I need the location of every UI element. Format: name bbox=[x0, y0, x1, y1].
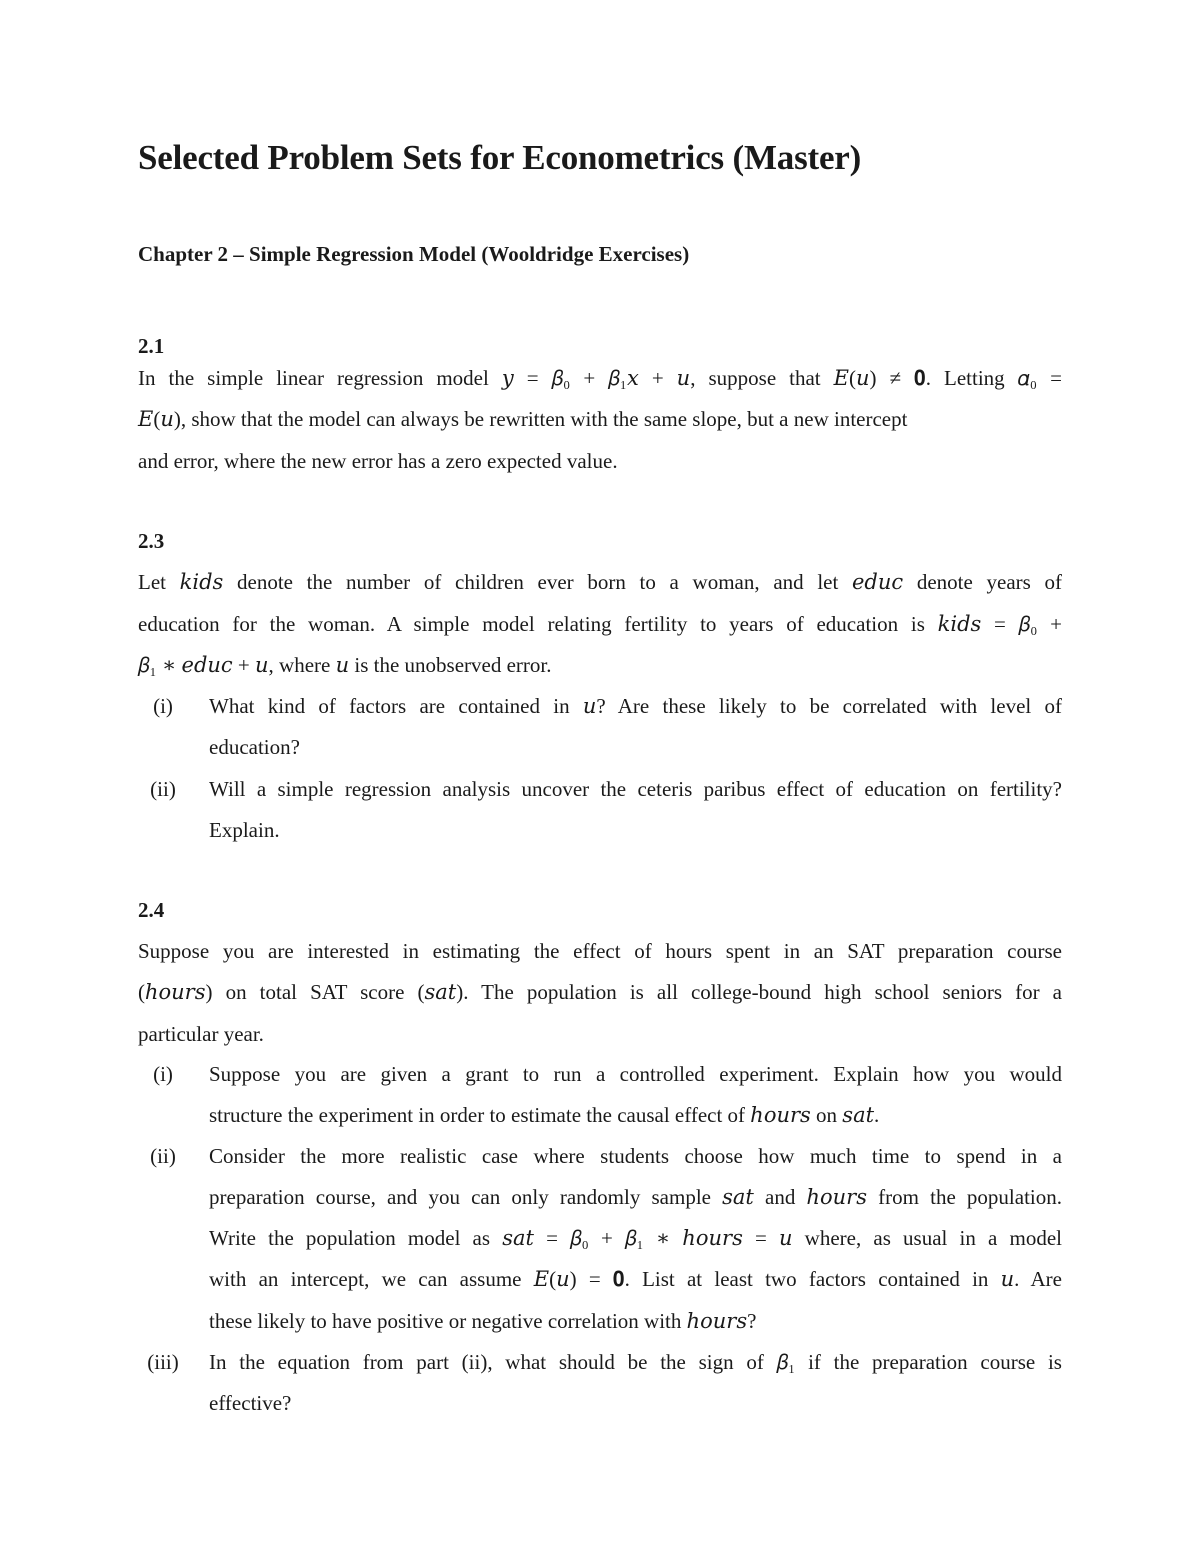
problem-text-line: particular year. bbox=[138, 1022, 264, 1046]
problem-text-line: Suppose you are interested in estimating the effect of hours spent in an SAT preparation course bbox=[138, 939, 1062, 963]
part-text-line: structure the experiment in order to estimate the causal effect of ℎ𝑜𝑢𝑟𝑠 on 𝑠𝑎𝑡. bbox=[209, 1103, 880, 1127]
part-text-line: education? bbox=[209, 735, 300, 759]
part-text-line: Will a simple regression analysis uncover the ceteris paribus effect of education on fertility? bbox=[209, 777, 1062, 801]
part-label: (ii) bbox=[150, 777, 176, 801]
part-text-line: with an intercept, we can assume 𝐸(𝑢) = 𝟎. List at least two factors contained in 𝑢. Are bbox=[209, 1267, 1062, 1291]
part-text-line: Consider the more realistic case where students choose how much time to spend in a bbox=[209, 1144, 1062, 1168]
problem-text-line: Let 𝑘𝑖𝑑𝑠 denote the number of children ever born to a woman, and let 𝑒𝑑𝑢𝑐 denote years of bbox=[138, 570, 1062, 594]
problem-number: 2.4 bbox=[138, 898, 165, 922]
problem-text-line: (ℎ𝑜𝑢𝑟𝑠) on total SAT score (𝑠𝑎𝑡). The population is all college-bound high school seniors for a bbox=[138, 980, 1062, 1004]
problem-text-line: 𝐸(𝑢), show that the model can always be rewritten with the same slope, but a new intercept bbox=[138, 407, 908, 431]
problem-text-line: In the simple linear regression model 𝑦 = 𝛽₀ + 𝛽₁𝑥 + 𝑢, suppose that 𝐸(𝑢) ≠ 𝟎. Letting 𝛼₀ = bbox=[138, 366, 1062, 390]
part-text-line: In the equation from part (ii), what should be the sign of 𝛽₁ if the preparation course is bbox=[209, 1350, 1062, 1374]
part-text-line: Explain. bbox=[209, 818, 280, 842]
part-label: (i) bbox=[153, 694, 173, 718]
part-text-line: these likely to have positive or negative correlation with ℎ𝑜𝑢𝑟𝑠? bbox=[209, 1309, 757, 1333]
part-text-line: Suppose you are given a grant to run a controlled experiment. Explain how you would bbox=[209, 1062, 1062, 1086]
problem-number: 2.3 bbox=[138, 529, 165, 553]
problem-text-line: education for the woman. A simple model relating fertility to years of education is 𝑘𝑖𝑑𝑠 = 𝛽₀ + bbox=[138, 612, 1062, 636]
part-label: (i) bbox=[153, 1062, 173, 1086]
chapter-heading: Chapter 2 – Simple Regression Model (Wooldridge Exercises) bbox=[138, 242, 690, 266]
problem-number: 2.1 bbox=[138, 334, 165, 358]
part-text-line: effective? bbox=[209, 1391, 292, 1415]
page-title: Selected Problem Sets for Econometrics (Master) bbox=[138, 138, 862, 177]
part-label: (iii) bbox=[147, 1350, 179, 1374]
problem-text-line: and error, where the new error has a zero expected value. bbox=[138, 449, 618, 473]
problem-text-line: 𝛽₁ ∗ 𝑒𝑑𝑢𝑐 + 𝑢, where 𝑢 is the unobserved error. bbox=[138, 653, 552, 677]
part-label: (ii) bbox=[150, 1144, 176, 1168]
part-text-line: Write the population model as 𝑠𝑎𝑡 = 𝛽₀ + 𝛽₁ ∗ ℎ𝑜𝑢𝑟𝑠 = 𝑢 where, as usual in a model bbox=[209, 1226, 1062, 1250]
part-text-line: preparation course, and you can only randomly sample 𝑠𝑎𝑡 and ℎ𝑜𝑢𝑟𝑠 from the population. bbox=[209, 1185, 1062, 1209]
part-text-line: What kind of factors are contained in 𝑢? Are these likely to be correlated with level of bbox=[209, 694, 1062, 718]
